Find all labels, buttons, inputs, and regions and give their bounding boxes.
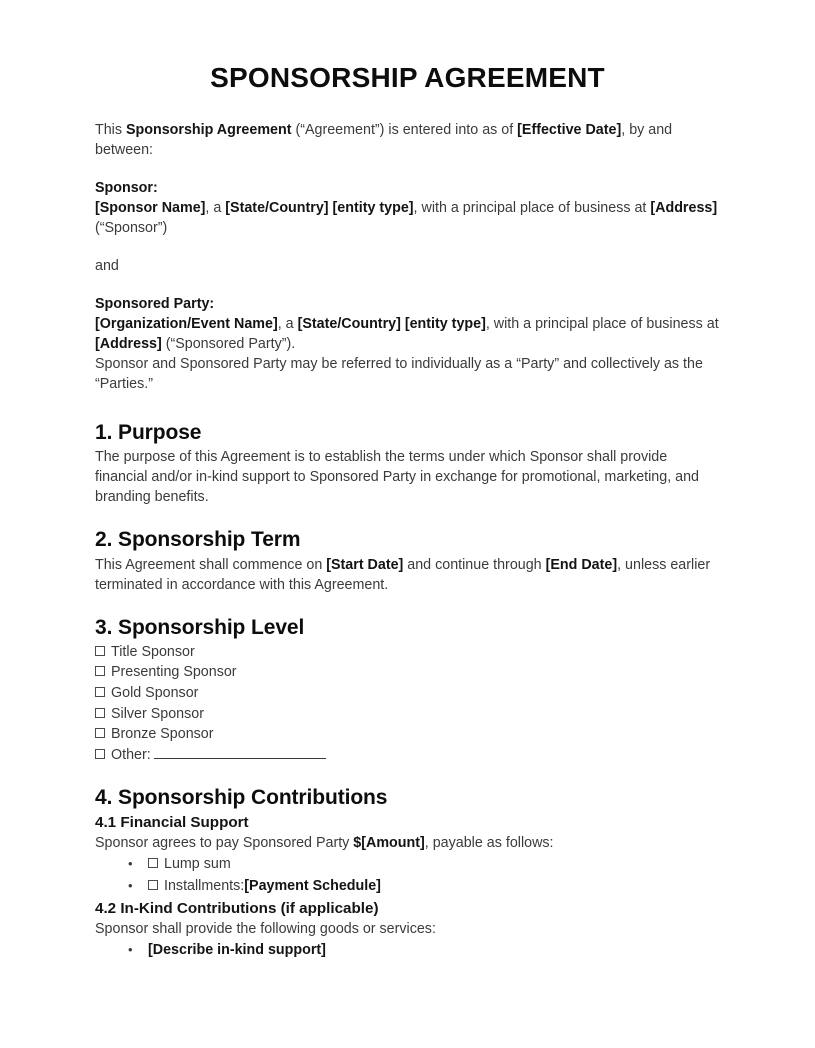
sponsor-heading: Sponsor: [95,180,158,197]
section-4-1-heading: 4.1 Financial Support [95,813,249,831]
sponsorship-level-checklist [95,642,720,766]
sponsor-name-placeholder: [Sponsor Name] [95,200,206,217]
checkbox-row-silver-sponsor[interactable] [95,704,720,725]
amount-placeholder: $[Amount] [353,834,425,851]
sponsored-party-block [95,294,720,394]
end-date-placeholder: [End Date] [545,556,618,573]
term-text-3: , unless earlier terminated in accordance with this Agreement. [95,556,711,593]
list-item[interactable] [95,875,720,897]
sponsored-party-heading: Sponsored Party: [95,296,215,313]
list-item [95,939,720,961]
checkbox-row-bronze-sponsor[interactable] [95,724,720,745]
checkbox-icon[interactable] [95,687,105,697]
sponsor-text-2: , a [205,200,226,217]
other-fill-in-line[interactable] [154,746,326,759]
list-item[interactable] [95,853,720,875]
bullet-icon [128,853,148,874]
section-4-heading: 4. Sponsorship Contributions [95,786,388,810]
sponsor-entity-placeholder: [State/Country] [entity type] [225,200,414,217]
checkbox-icon[interactable] [148,858,158,868]
sponsored-text-4: (“Sponsored Party”). [161,336,296,353]
checkbox-row-title-sponsor[interactable] [95,642,720,663]
checkbox-icon[interactable] [95,666,105,676]
term-text-2: and continue through [403,556,546,573]
intro-text-3: , by and between: [95,122,673,159]
sponsored-entity-placeholder: [State/Country] [entity type] [297,316,486,333]
checkbox-icon[interactable] [95,708,105,718]
intro-text-1: This [95,122,126,139]
intro-bold-agreement: Sponsorship Agreement [125,122,292,139]
financial-text-2: , payable as follows: [424,834,554,851]
payment-option-label: Lump sum [164,855,231,872]
intro-bold-effective-date: [Effective Date] [517,122,622,139]
conjunction-and: and [95,258,119,275]
sponsor-text-4: (“Sponsor”) [95,220,168,237]
checkbox-label: Title Sponsor [111,643,195,660]
sponsored-address-placeholder: [Address] [95,336,162,353]
payment-options-list [95,853,720,897]
intro-paragraph [95,120,720,160]
checkbox-icon[interactable] [95,728,105,738]
section-4-1-body [95,833,720,853]
start-date-placeholder: [Start Date] [326,556,404,573]
parties-definition-text: Sponsor and Sponsored Party may be referred to individually as a “Party” and collectively as the “Parties.” [95,356,703,393]
bullet-icon [128,875,148,896]
sponsored-text-3: , with a principal place of business at [485,316,719,333]
sponsor-text-3: , with a principal place of business at [413,200,651,217]
checkbox-label: Presenting Sponsor [111,664,237,681]
checkbox-row-presenting-sponsor[interactable] [95,662,720,683]
sponsor-address-placeholder: [Address] [650,200,718,217]
checkbox-icon[interactable] [95,646,105,656]
section-3-heading: 3. Sponsorship Level [95,615,305,639]
in-kind-support-placeholder: [Describe in-kind support] [148,941,326,958]
section-4-2-body: Sponsor shall provide the following goods or services: [95,920,436,937]
financial-text-1: Sponsor agrees to pay Sponsored Party [95,834,354,851]
checkbox-row-gold-sponsor[interactable] [95,683,720,704]
checkbox-label: Bronze Sponsor [111,726,214,743]
term-text-1: This Agreement shall commence on [95,556,327,573]
in-kind-list [95,939,720,961]
section-2-heading: 2. Sponsorship Term [95,528,301,552]
section-2-body [95,555,720,595]
checkbox-row-other[interactable] [95,745,720,766]
section-4-2-heading: 4.2 In-Kind Contributions (if applicable) [95,899,379,917]
checkbox-icon[interactable] [148,880,158,890]
payment-option-label: Installments: [164,877,245,894]
sponsored-text-2: , a [277,316,298,333]
payment-schedule-placeholder: [Payment Schedule] [244,877,381,894]
document-title: SPONSORSHIP AGREEMENT [210,62,605,93]
bullet-icon [128,939,148,960]
checkbox-icon[interactable] [95,749,105,759]
checkbox-label-other: Other: [111,746,151,763]
organization-name-placeholder: [Organization/Event Name] [95,316,278,333]
sponsor-block [95,178,720,238]
checkbox-label: Silver Sponsor [111,705,204,722]
section-1-heading: 1. Purpose [95,421,202,445]
checkbox-label: Gold Sponsor [111,684,199,701]
intro-text-2: (“Agreement”) is entered into as of [291,122,518,139]
section-1-body: The purpose of this Agreement is to establish the terms under which Sponsor shall provide financial and/or in-kind support to Sponsored Party in exchange for promotional, marketing, and branding benefits. [95,449,699,506]
